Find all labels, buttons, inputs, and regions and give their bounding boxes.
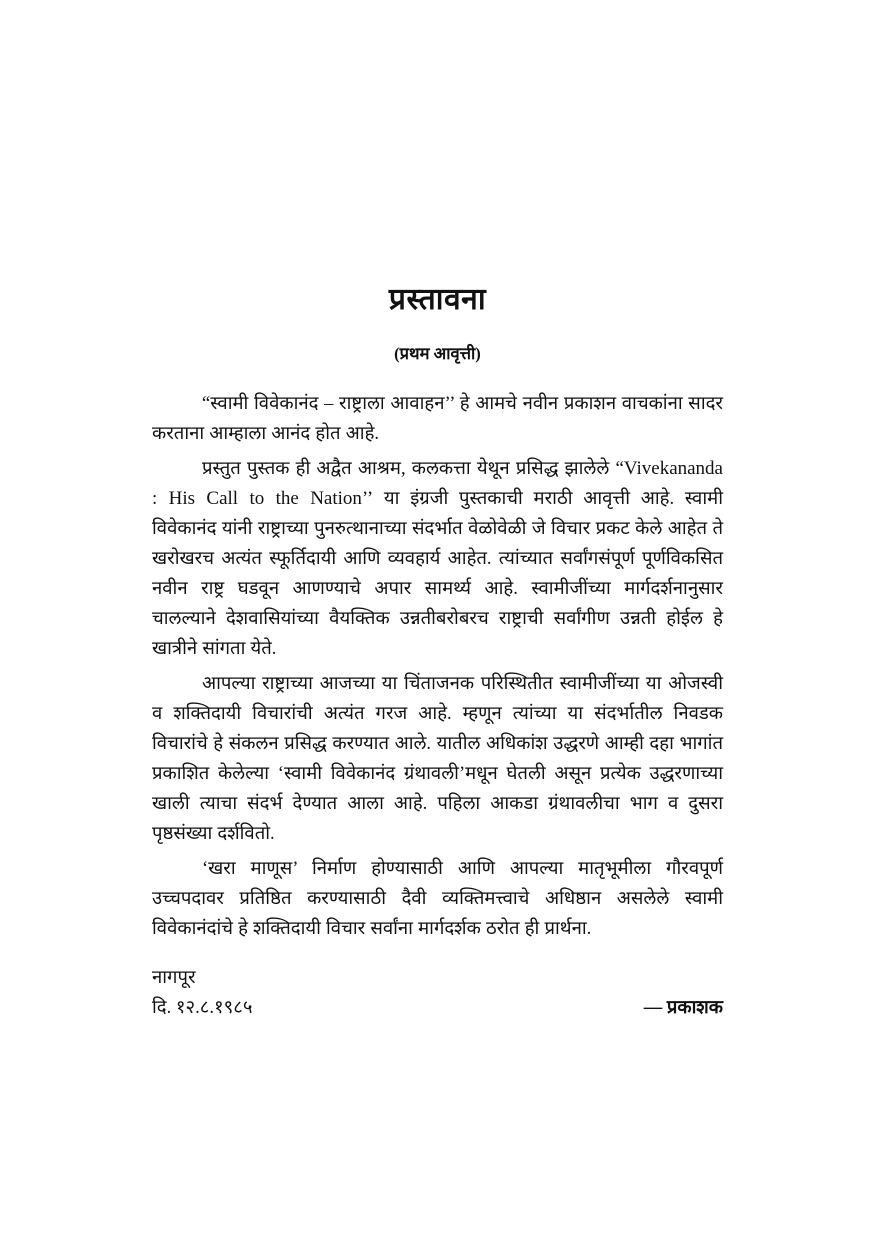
paragraph-4: ‘खरा माणूस’ निर्माण होण्यासाठी आणि आपल्या मातृभूमीला गौरवपूर्ण उच्चपदावर प्रतिष्ठित करण्यासाठी दैवी व्यक्तिमत्त्वाचे अधिष्ठान असलेले स्वामी विवेकानंदांचे हे शक्तिदायी विचार सर्वांना मार्गदर्शक ठरोत ही प्रार्थना. — [152, 859, 723, 939]
signature-date: दि. १२.८.१९८५ — [152, 998, 253, 1018]
paragraph-2-lead: प्रस्तुत पुस्तक ही अद्वैत आश्रम, कलकत्ता येथून प्रसिद्ध झालेले — [202, 459, 616, 479]
paragraph-1: “स्वामी विवेकानंद – राष्ट्राला आवाहन’’ हे आमचे नवीन प्रकाशन वाचकांना सादर करताना आम्हाला आनंद होत आहे. — [152, 394, 723, 444]
paragraph-2-rest: या इंग्रजी पुस्तकाची मराठी आवृत्ती आहे. स्वामी विवेकानंद यांनी राष्ट्राच्या पुनरुत्थानाच्या संदर्भात वेळोवेळी जे विचार प्रकट केले आहेत ते खरोखरच अत्यंत स्फूर्तिदायी आणि व्यवहार्य आहेत. त्यांच्यात सर्वांगसंपूर्ण पूर्णविकसित नवीन राष्ट्र घडवून आणण्याचे अपार सामर्थ्य आहे. स्वामीजींच्या मार्गदर्शनानुसार चालल्याने देशवासियांच्या वैयक्तिक उन्नतीबरोबरच राष्ट्राची सर्वांगीण उन्नती होईल हे खात्रीने सांगता येते. — [152, 489, 723, 659]
edition-subtitle: (प्रथम आवृत्ती) — [394, 344, 481, 363]
page-title: प्रस्तावना — [388, 283, 487, 316]
paragraph-3: आपल्या राष्ट्राच्या आजच्या या चिंताजनक परिस्थितीत स्वामीजींच्या या ओजस्वी व शक्तिदायी विचारांची अत्यंत गरज आहे. म्हणून त्यांच्या या संदर्भातील निवडक विचारांचे हे संकलन प्रसिद्ध करण्यात आले. यातील अधिकांश उद्धरणे आम्ही दहा भागांत प्रकाशित केलेल्या ‘स्वामी विवेकानंद ग्रंथावली’मधून घेतली असून प्रत्येक उद्धरणाच्या खाली त्याचा संदर्भ देण्यात आला आहे. पहिला आकडा ग्रंथावलीचा भाग व दुसरा पृष्ठसंख्या दर्शवितो. — [152, 674, 723, 844]
signature-author: — प्रकाशक — [643, 998, 723, 1018]
paragraph-2 — [152, 454, 723, 664]
signature-block — [152, 963, 723, 1023]
signature-row — [152, 993, 723, 1023]
english-book-title: “Vivekananda : His Call to the Nation’’ — [152, 458, 723, 509]
preface-body — [152, 389, 723, 944]
signature-place: नागपूर — [152, 968, 196, 988]
